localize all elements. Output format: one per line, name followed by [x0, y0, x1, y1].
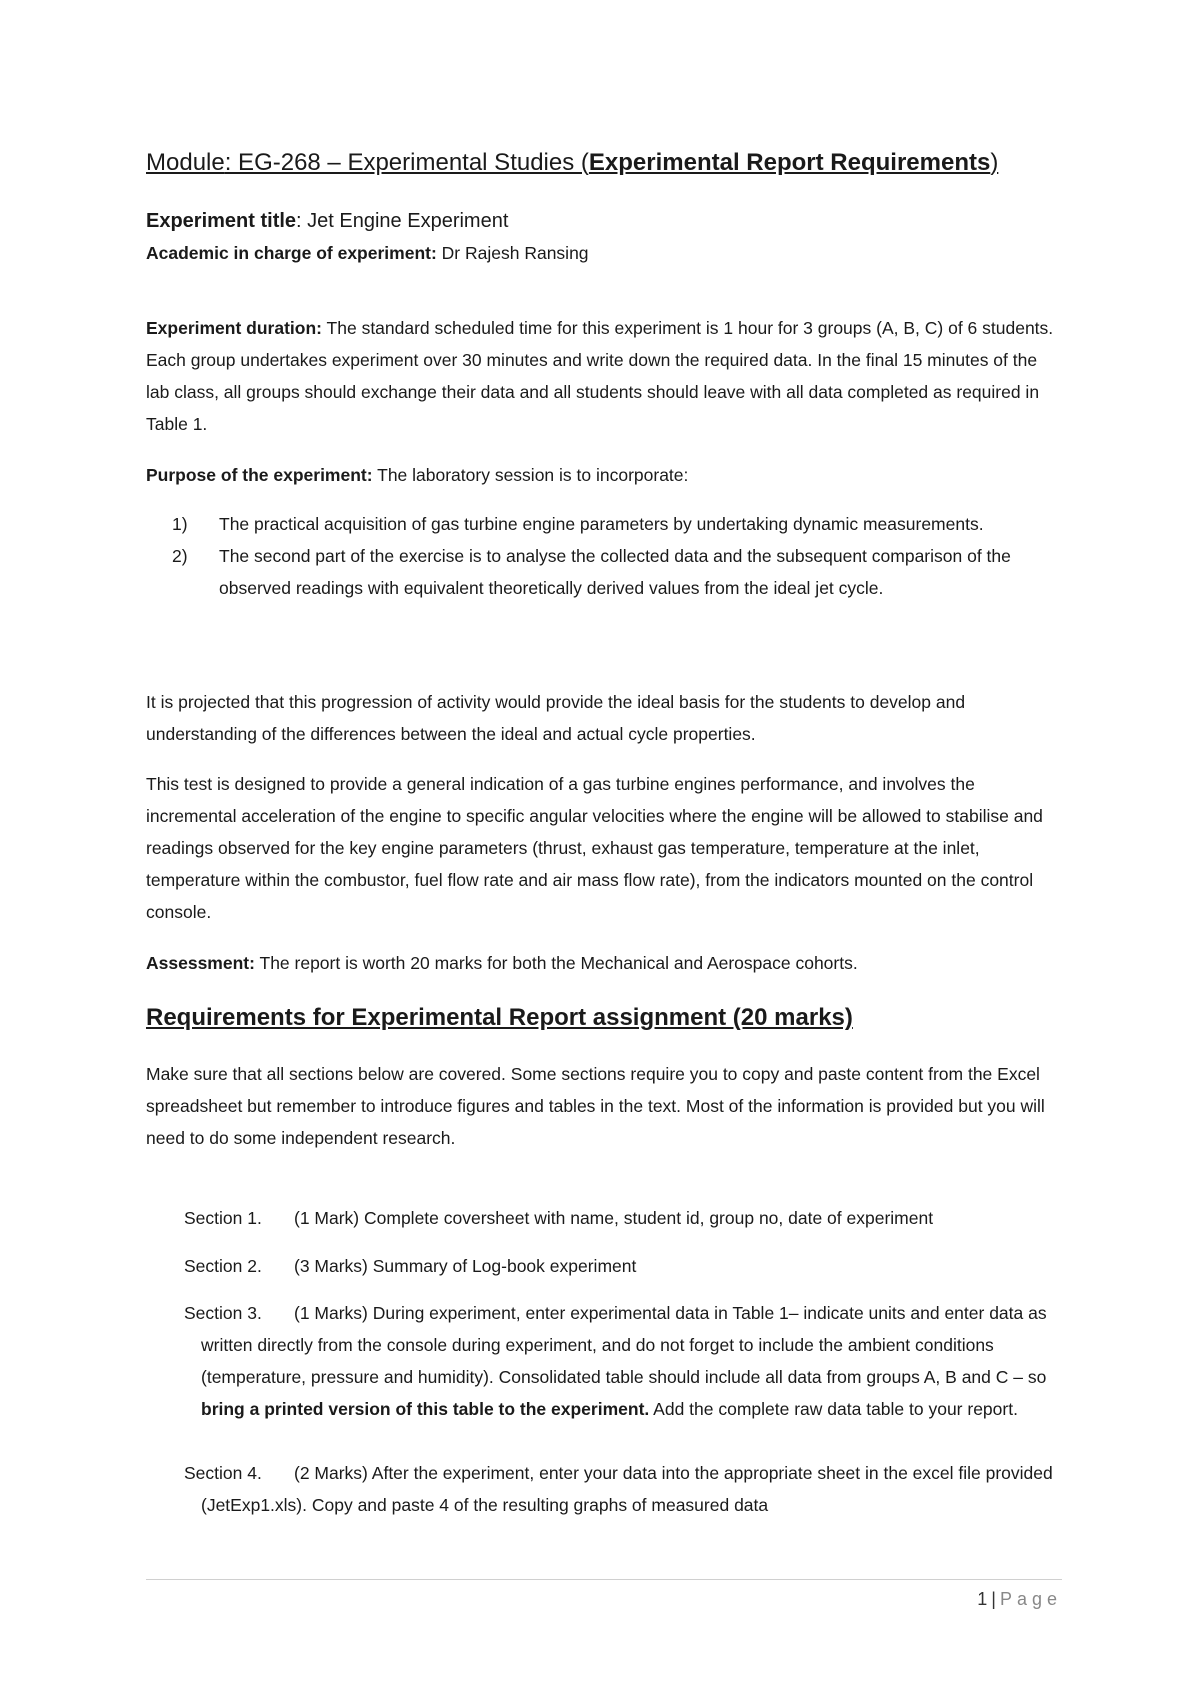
page-number: 1 — [977, 1589, 988, 1609]
section-bold-text: bring a printed version of this table to the experiment. — [201, 1399, 650, 1419]
duration-paragraph — [146, 312, 1062, 440]
page-footer — [977, 1586, 1062, 1612]
requirements-intro: Make sure that all sections below are covered. Some sections require you to copy and paste content from the Excel spreadsheet but remember to introduce figures and tables in the text. Most of the information is provided but you will need to do some independent research. — [146, 1064, 1045, 1148]
purpose-list — [146, 508, 1062, 604]
section-2 — [184, 1250, 1064, 1282]
section-tail-text: Add the complete raw data table to your report. — [649, 1399, 1018, 1419]
module-emphasis: Experimental Report Requirements — [588, 149, 991, 176]
experiment-title-label: Experiment title — [146, 210, 297, 232]
page-label: Page — [999, 1589, 1062, 1609]
section-label: Section 4. — [184, 1463, 262, 1483]
assessment-label: Assessment: — [146, 953, 255, 973]
projected-paragraph: It is projected that this progression of activity would provide the ideal basis for the students to develop and understanding of the differences between the ideal and actual cycle properties. — [146, 692, 966, 744]
list-item — [146, 540, 1062, 604]
assessment-line — [146, 947, 1062, 979]
requirements-heading: Requirements for Experimental Report assignment (20 marks) — [146, 1004, 853, 1031]
module-text: : EG-268 – Experimental Studies ( — [224, 149, 589, 176]
purpose-text: The laboratory session is to incorporate: — [372, 465, 689, 485]
list-text: The practical acquisition of gas turbine engine parameters by undertaking dynamic measurements. — [219, 514, 984, 534]
section-label: Section 2. — [184, 1256, 262, 1276]
purpose-label: Purpose of the experiment: — [146, 465, 373, 485]
module-close: ) — [990, 149, 999, 176]
module-label: Module — [146, 149, 225, 176]
page-separator: | — [991, 1589, 996, 1609]
section-3 — [184, 1297, 1064, 1425]
assessment-text: The report is worth 20 marks for both the Mechanical and Aerospace cohorts. — [254, 953, 858, 973]
footer-divider — [146, 1579, 1062, 1580]
section-text: (3 Marks) Summary of Log-book experiment — [294, 1256, 637, 1276]
test-paragraph: This test is designed to provide a general indication of a gas turbine engines performance, and involves the incremental acceleration of the engine to specific angular velocities where the engine will be allowed to stabilise and readings observed for the key engine parameters (thrust, exhaust gas temperature, temperature at the inlet, temperature within the combustor, fuel flow rate and air mass flow rate), from the indicators mounted on the control console. — [146, 774, 1043, 922]
section-text: (2 Marks) After the experiment, enter your data into the appropriate sheet in the excel file provided (JetExp1.xls). Copy and paste 4 of the resulting graphs of measured data — [201, 1463, 1053, 1515]
academic-label: Academic in charge of experiment: — [146, 243, 437, 263]
section-text: (1 Marks) During experiment, enter experimental data in Table 1– indicate units and enter data as written directly from the console during experiment, and do not forget to include the ambient conditions (temperature, pressure and humidity). Consolidated table should include all data from groups A, B and C – so — [201, 1303, 1047, 1387]
section-4 — [184, 1457, 1064, 1521]
section-text: (1 Mark) Complete coversheet with name, student id, group no, date of experiment — [294, 1208, 934, 1228]
module-heading — [146, 148, 998, 178]
section-1 — [184, 1202, 1064, 1234]
list-text: The second part of the exercise is to analyse the collected data and the subsequent comparison of the observed readings with equivalent theoretically derived values from the ideal jet cycle. — [219, 546, 1011, 598]
duration-label: Experiment duration: — [146, 318, 322, 338]
section-label: Section 3. — [184, 1303, 262, 1323]
academic-line — [146, 237, 1062, 269]
document-page — [146, 0, 1062, 1698]
experiment-title-text: : Jet Engine Experiment — [296, 210, 509, 232]
duration-text: The standard scheduled time for this experiment is 1 hour for 3 groups (A, B, C) of 6 students. Each group undertakes experiment over 30 minutes and write down the required data. In the final 15 minutes of the lab class, all groups should exchange their data and all students should leave with all data completed as required in Table 1. — [146, 318, 1054, 434]
experiment-title — [146, 208, 508, 234]
purpose-line — [146, 459, 1062, 491]
list-item — [146, 508, 1062, 540]
academic-text: Dr Rajesh Ransing — [436, 243, 589, 263]
list-number: 1) — [172, 514, 188, 534]
list-number: 2) — [172, 546, 188, 566]
section-label: Section 1. — [184, 1208, 262, 1228]
